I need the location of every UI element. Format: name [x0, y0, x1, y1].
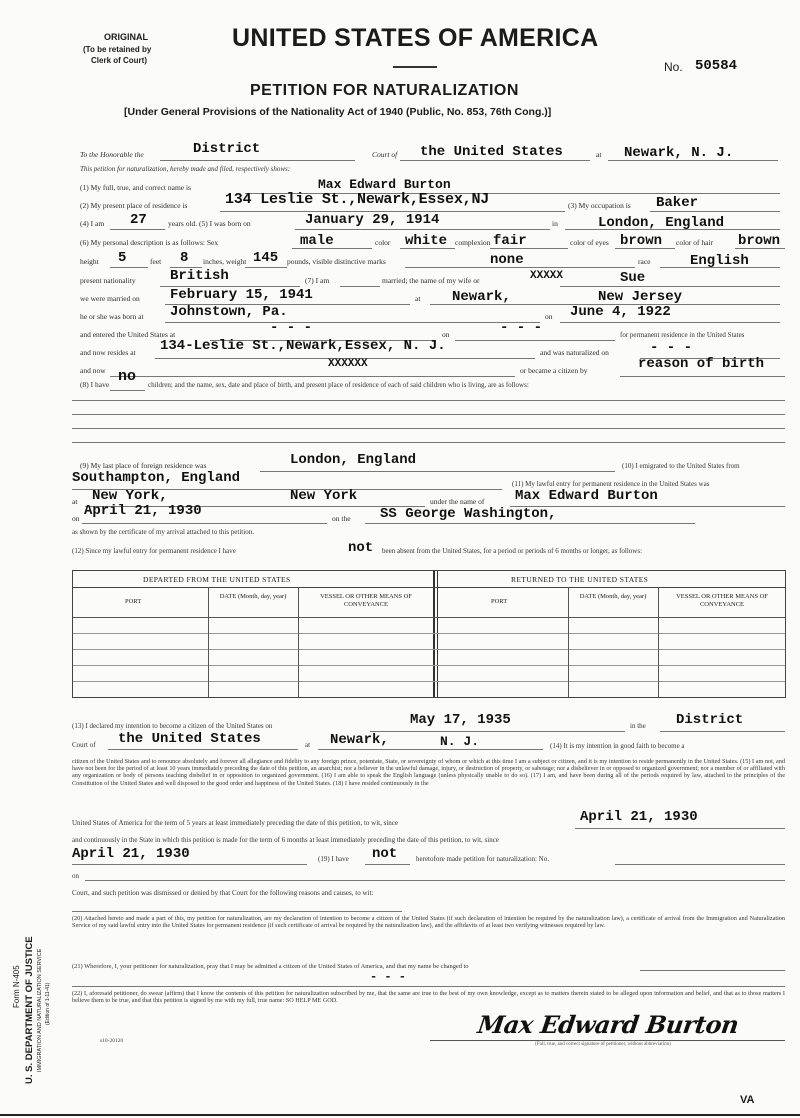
color: white: [405, 233, 448, 249]
court-name: the United States: [420, 144, 563, 160]
declaration-court-type: District: [676, 712, 744, 728]
col-port-departed: PORT: [125, 598, 142, 605]
spouse-birth-place: Johnstown, Pa.: [170, 304, 288, 320]
returned-header: RETURNED TO THE UNITED STATES: [511, 575, 649, 584]
full-name: Max Edward Burton: [318, 177, 451, 192]
to-label: To the Honorable the: [80, 150, 144, 159]
court-city: Newark, N. J.: [624, 145, 734, 161]
age: 27: [130, 212, 147, 228]
col-vessel-departed: VESSEL OR OTHER MEANS OF CONVEYANCE: [320, 593, 412, 608]
entry-state: New York: [290, 488, 358, 504]
complexion: fair: [493, 233, 527, 249]
petition-page: ORIGINAL (To be retained by Clerk of Court) UNITED STATES OF AMERICA No. 50584 PETITION FOR NATURALIZATION [Under General Provisions of the Nationality Act of 1940 (Public, No. 853, 76th Cong.)] To the Honorable the District Court of the United States at Newark, N. J. This petition for naturalization, hereby made and filed, respectively shows: (1) My full, true, and correct name is Max Edward Burton (2) My present place of residence is 134 Leslie St.,Newark,Essex,NJ (3) My occupation is Baker (4) I am 27 years old. (5) I was born on January 29, 1914 in London, England (6) My personal description is as follows: Sex male color white complexion fair color of eyes brown color of hair brown height 5 feet 8 inches, weight 145 pounds, visible distinctive marks none race English present nationality British (7) I am married; the name of my wife or XXXXX Sue we were married on February 15, 1941 at Newark, New Jersey he or she was born at Johnstown, Pa. on June 4, 1922 and entered the United States at - - - on - - - for permanent residence in the United States and now resides at 134-Leslie St.,Newark,Essex, N. J. and was naturalized on - - - and now XXXXXX or became a citizen by reason of birth (8) I have no children; and the name, sex, date and place of birth, and present place of residence of each of said children who is living, are as follows: (9) My last place of foreign residence was London, England (10) I emigrated to the United States from Southampton, England (11) My lawful entry for permanent residence in the United States was at New York, New York under the name of Max Edward Burton on April 21, 1930 on the SS George Washington, as shown by the certificate of my arrival attached to this petition. (12) Since my lawful entry for permanent residence I have not been absent from the United States, for a period or periods of 6 months or longer, as follows: DEPARTED FROM THE UNITED STATES RETURNED TO THE UNITED STATES PORT DATE (Month, day, year) VESSEL OR OTHER MEANS OF CONVEYANCE PORT DATE (Month, day, year) VESSEL OR OTHER MEANS OF CONVEYANCE (13) I declared my intention to become a citizen of the United States on May 17, 1935 in the District Court of the United States at Newark, N. J. (14) It is my intention in good faith to become a citizen of the United States and to renounce absolutely and forever all allegiance and fidelity to any foreign prince, potentate, State, or sovereignty of whom or which at this time I am a subject or citizen, and it is my intention to reside permanently in the United States. (15) I am not, and have not been for the period of at least 10 years immediately preceding the date of this petition, an anarchist; nor a believer in the unlawful damage, injury, or destruction of property, or sabotage; nor a disbeliever in or opposed to organized government; nor a member of or affiliated with any organization or body of persons teaching disbelief in or opposition to organized government. (16) I am able to speak the English language (unless physically unable to do so). (17) I am, and have been during all of the periods required by law, attached to the principles of the Constitution of the United States and well disposed to the good order and happiness of the United States. (18) I have resided continuously in the United States of America for the term of 5 years at least immediately preceding the date of this petition, to wit, since April 21, 1930 and continuously in the State in which this petition is made for the term of 6 months at least immediately preceding the date of this petition, to wit, since April 21, 1930 (19) I have not heretofore made petition for naturalization: No. on Court, and such petition was dismissed or denied by that Court for the following reasons and causes, to wit: (20) Attached hereto and made a part of this, my petition for naturalization, are my declaration of intention to become a citizen of the United States (if such declaration of intention be required by the naturalization law), a certificate of arrival from the Immigration and Naturalization Service of my said lawful entry into the United States for permanent residence (if such certificate of arrival be required by the naturalization law), and the affidavits of at least two verifying witnesses required by law. (21) Wherefore, I, your petitioner for naturalization, pray that I may be admitted a citizen of the United States of America, and that my name be changed to - - - (22) I, aforesaid petitioner, do swear (affirm) that I know the contents of this petition for naturalization subscribed by me, that the same are true to the best of my own knowledge, except as to matters therein stated to be alleged upon information and belief, and that as to those matters I believe them to be true, and that this petition is signed by me with my full, true name: SO HELP ME GOD. Max Edward Burton (Full, true, and correct signature of petitioner, without abbreviation) s10-20120 Form N-405 U. S. DEPARTMENT OF JUSTICE IMMIGRATION AND NATURALIZATION SERVICE (Edition of 1-11-41) VA: [0, 0, 800, 1118]
struck-husband: XXXXX: [530, 270, 564, 282]
citizen-by: reason of birth: [638, 356, 765, 372]
entry-city: New York,: [92, 488, 168, 504]
birth-date: January 29, 1914: [305, 212, 440, 228]
declaration-court-name: the United States: [118, 731, 261, 747]
children-count: no: [118, 368, 137, 385]
petition-number: 50584: [695, 58, 738, 74]
residence: 134 Leslie St.,Newark,Essex,NJ: [225, 191, 490, 208]
eye-color: brown: [620, 233, 663, 249]
state-since: April 21, 1930: [72, 846, 190, 862]
absence: not: [348, 540, 374, 556]
name-change: - - -: [370, 970, 407, 984]
col-vessel-returned: VESSEL OR OTHER MEANS OF CONVEYANCE: [676, 593, 768, 608]
spouse-entry-place: - - -: [270, 320, 313, 336]
spouse-entry-date: - - -: [500, 320, 543, 336]
petition-line: This petition for naturalization, hereby made and filed, respectively shows:: [80, 165, 291, 173]
form-subtitle: [Under General Provisions of the Nationality Act of 1940 (Public, No. 853, 76th Cong.)]: [124, 106, 552, 118]
service: IMMIGRATION AND NATURALIZATION SERVICE: [37, 948, 43, 1072]
vessel: SS George Washington,: [380, 506, 557, 522]
retained-note: (To be retained by: [83, 45, 152, 54]
country-title: UNITED STATES OF AMERICA: [232, 24, 599, 52]
spouse-naturalized-date: - - -: [650, 340, 693, 356]
declaration-date: May 17, 1935: [410, 712, 511, 728]
arrival-date: April 21, 1930: [84, 503, 202, 519]
court-type: District: [193, 141, 261, 157]
court-of-label: Court of: [372, 150, 398, 159]
marriage-state: New Jersey: [598, 289, 683, 305]
absence-table: [72, 570, 786, 698]
oath-paragraph: (22) I, aforesaid petitioner, do swear (affirm) that I know the contents of this petition for naturalization subscribed by me, that the same are true to the best of my own knowledge, except as to matters therein stated to be alleged upon information and belief, and that as to those matters I believe them to be true, and that this petition is signed by me with my full, true name: SO HELP ME GOD.: [72, 990, 785, 1005]
entry-name: Max Edward Burton: [515, 488, 658, 504]
department: U. S. DEPARTMENT OF JUSTICE: [24, 936, 35, 1084]
sex: male: [300, 233, 334, 249]
clerk-note: Clerk of Court): [91, 56, 147, 65]
print-code: s10-20120: [100, 1038, 124, 1044]
distinctive-marks: none: [490, 252, 524, 268]
spouse-birth-date: June 4, 1922: [570, 304, 671, 320]
original-label: ORIGINAL: [104, 32, 148, 42]
allegiance-paragraph: citizen of the United States and to renounce absolutely and forever all allegiance and fidelity to any foreign prince, potentate, State, or sovereignty of whom or which at this time I am a subject or citizen, and it is my intention to reside permanently in the United States. (15) I am not, and have not been for the period of at least 10 years immediately preceding the date of this petition, an anarchist; nor a believer in the unlawful damage, injury, or destruction of property, or sabotage; nor a disbeliever in or opposed to organized government; nor a member of or affiliated with any organization or body of persons teaching disbelief in or opposition to organized government. (16) I am able to speak the English language (unless physically unable to do so). (17) I am, and have been during all of the periods required by law, attached to the principles of the Constitution of the United States and well disposed to the good order and happiness of the United States. (18) I have resided continuously in the: [72, 758, 785, 787]
edition: (Edition of 1-11-41): [45, 982, 51, 1025]
weight: 145: [253, 250, 279, 266]
struck-citizen: XXXXXX: [328, 358, 368, 370]
spouse-residence: 134-Leslie St.,Newark,Essex, N. J.: [160, 338, 446, 354]
petitioner-signature: Max Edward Burton: [475, 1010, 741, 1039]
signature-caption: (Full, true, and correct signature of petitioner, without abbreviation): [535, 1042, 671, 1047]
declaration-state: N. J.: [440, 734, 480, 749]
form-number: Form N-405: [12, 965, 21, 1008]
occupation: Baker: [656, 195, 699, 211]
birth-place: London, England: [598, 215, 725, 231]
height-feet: 5: [118, 250, 127, 266]
petition-number-label: No.: [664, 60, 683, 74]
col-date-departed: DATE (Month, day, year): [219, 593, 287, 600]
hair-color: brown: [738, 233, 781, 249]
height-inches: 8: [180, 250, 189, 266]
nationality: British: [170, 268, 229, 284]
col-port-returned: PORT: [491, 598, 508, 605]
spouse-name: Sue: [620, 270, 646, 286]
form-title: PETITION FOR NATURALIZATION: [250, 82, 519, 99]
marriage-city: Newark,: [452, 289, 511, 305]
race: English: [690, 253, 749, 269]
col-date-returned: DATE (Month, day, year): [579, 593, 647, 600]
initials: VA: [740, 1094, 755, 1106]
departed-header: DEPARTED FROM THE UNITED STATES: [143, 575, 291, 584]
previous-petition: not: [372, 846, 398, 862]
attachments-paragraph: (20) Attached hereto and made a part of this, my petition for naturalization, are my declaration of intention to become a citizen of the United States (if such declaration of intention be required by the naturalization law), a certificate of arrival from the Immigration and Naturalization Service of my said lawful entry into the United States for permanent residence (if such certificate of arrival be required by the naturalization law), and the affidavits of at least two verifying witnesses required by law.: [72, 915, 785, 930]
residence-since: April 21, 1930: [580, 809, 698, 825]
marriage-date: February 15, 1941: [170, 287, 313, 303]
emigrated-from: Southampton, England: [72, 470, 241, 486]
declaration-city: Newark,: [330, 732, 389, 748]
last-foreign-residence: London, England: [290, 452, 417, 468]
